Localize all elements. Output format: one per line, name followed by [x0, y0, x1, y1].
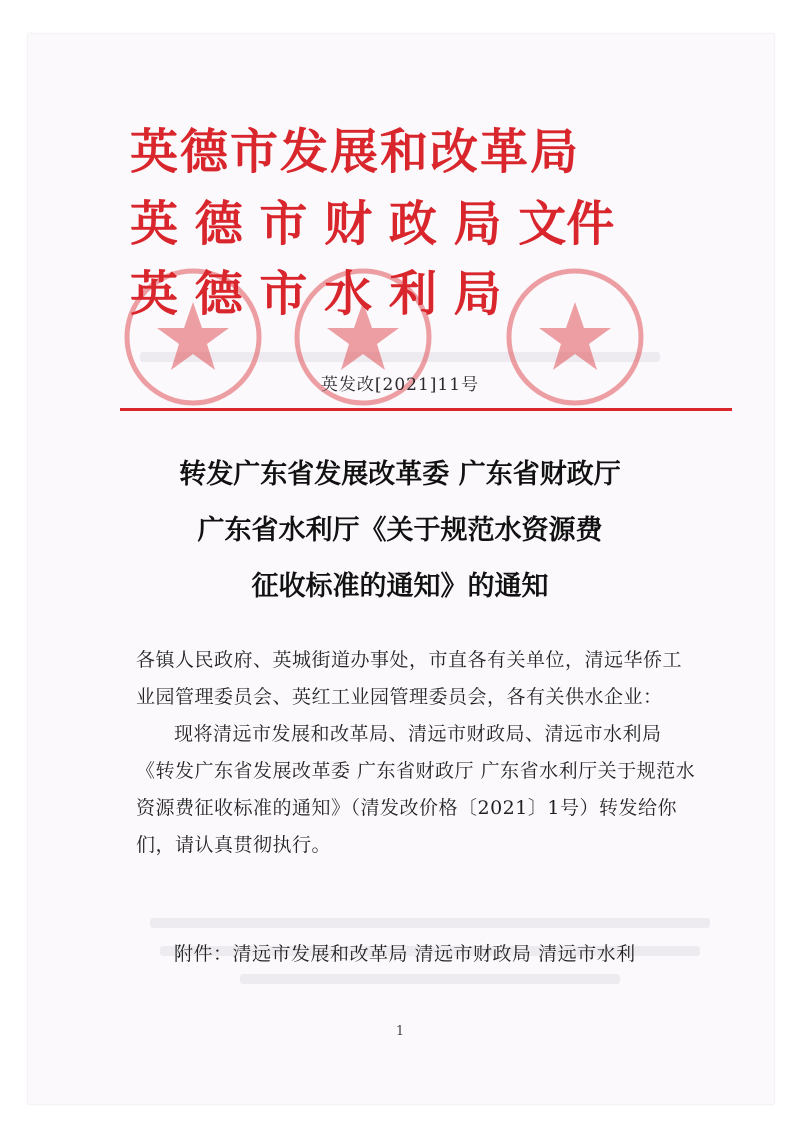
body-text: [136, 642, 696, 864]
bleed-through-line: [150, 918, 710, 928]
subject-line-1: 转发广东省发展改革委 广东省财政厅: [179, 459, 621, 490]
red-divider: [120, 408, 732, 411]
attachment-line: [136, 936, 696, 973]
subject-line-3: 征收标准的通知》的通知: [251, 571, 549, 602]
header-line-2: 英 德 市 财 政 局 文件: [130, 196, 615, 252]
recipients: 各镇人民政府、英城街道办事处，市直各有关单位，清远华侨工业园管理委员会、英红工业园管理委员会，各有关供水企业：: [136, 649, 683, 708]
main-paragraph: 现将清远市发展和改革局、清远市财政局、清远市水利局《转发广东省发展改革委 广东省财政厅 广东省水利厅关于规范水资源费征收标准的通知》（清发改价格〔2021〕1号）转发给你们，请认真贯彻执行。: [136, 723, 696, 856]
page-number: 1: [395, 1024, 405, 1039]
bleed-through-line: [240, 974, 620, 984]
attachment-text: 附件：清远市发展和改革局 清远市财政局 清远市水利: [174, 943, 636, 965]
subject-line-2: 广东省水利厅《关于规范水资源费: [197, 515, 603, 546]
header-line-1: 英德市发展和改革局: [130, 124, 581, 180]
document-number: 英发改[2021]11号: [320, 375, 480, 395]
header-line-3: 英 德 市 水 利 局: [130, 266, 502, 322]
